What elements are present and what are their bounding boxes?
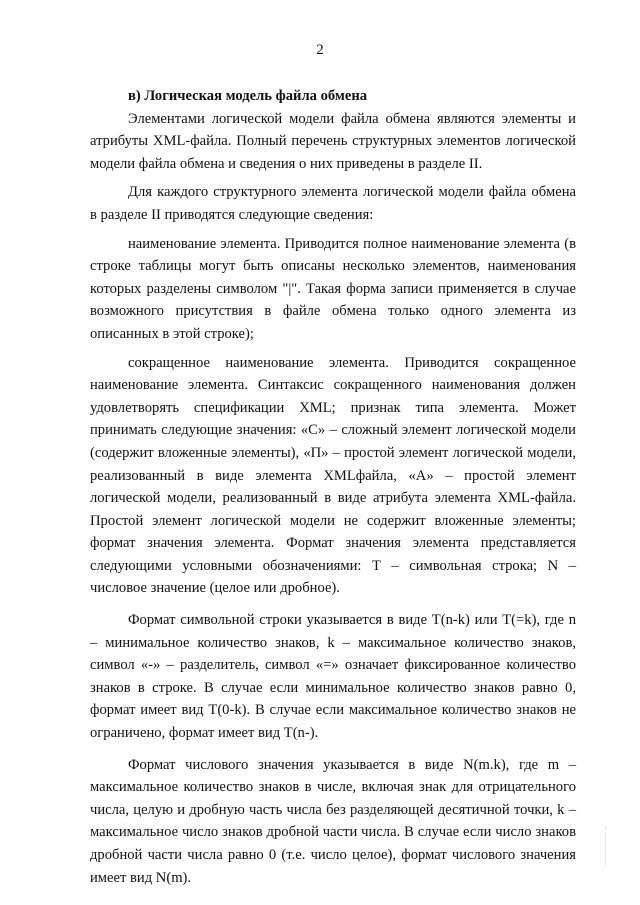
paragraph-element-info: Для каждого структурного элемента логической модели файла обмена в разделе II приводятся следующие сведения:	[90, 184, 576, 223]
document-body	[90, 85, 576, 889]
scan-edge-mark	[605, 827, 610, 867]
paragraph-number-format: Формат числового значения указывается в виде N(m.k), где m – максимальное количество знаков в числе, включая знак для отрицательного числа, целую и дробную часть числа без разделяющей десятичной точки, k – максимальное число знаков дробной части числа. В случае если число знаков дробной части числа равно 0 (т.е. число целое), формат числового значения имеет вид N(m).	[90, 756, 576, 886]
paragraph-elements-intro: Элементами логической модели файла обмена являются элементы и атрибуты XML-файла. Полный перечень структурных элементов логической модели файла обмена и сведения о них приведены в разделе II.	[90, 110, 576, 172]
paragraph-string-format: Формат символьной строки указывается в виде Т(n-k) или Т(=k), где n – минимальное количество знаков, k – максимальное количество знаков, символ «-» – разделитель, символ «=» означает фиксированное количество знаков в строке. В случае если минимальное количество знаков равно 0, формат имеет вид Т(0-k). В случае если максимальное количество знаков не ограничено, формат имеет вид Т(n-).	[90, 612, 576, 742]
paragraph-short-name: сокращенное наименование элемента. Приводится сокращенное наименование элемента. Синтаксис сокращенного наименования должен удовлетворять спецификации XML; признак типа элемента. Может принимать следующие значения: «С» – сложный элемент логической модели (содержит вложенные элементы), «П» – простой элемент логической модели, реализованный в виде элемента XMLфайла, «А» – простой элемент логической модели, реализованный в виде атрибута элемента XML-файла. Простой элемент логической модели не содержит вложенные элементы; формат значения элемента. Формат значения элемента представляется следующими условными обозначениями: Т – символьная строка; N – числовое значение (целое или дробное).	[90, 354, 576, 597]
section-heading: в) Логическая модель файла обмена	[128, 88, 368, 104]
page-number: 2	[316, 42, 324, 58]
paragraph-element-name: наименование элемента. Приводится полное наименование элемента (в строке таблицы могут быть описаны несколько элементов, наименования которых разделены символом "|". Такая форма записи применяется в случае возможного присутствия в файле обмена только одного элемента из описанных в этой строке);	[90, 235, 576, 342]
